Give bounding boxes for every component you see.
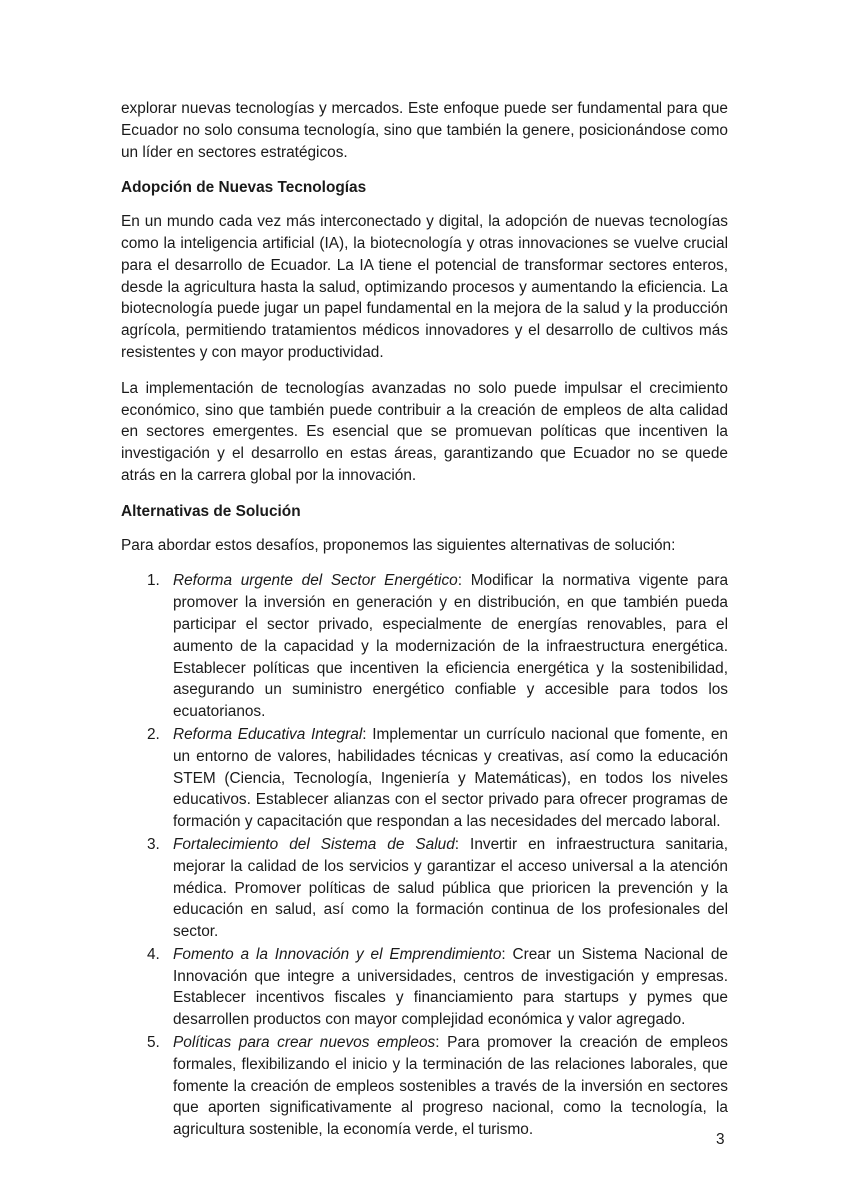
list-item-title: Fomento a la Innovación y el Emprendimiento bbox=[173, 945, 502, 963]
list-item-title: Reforma Educativa Integral bbox=[173, 725, 363, 743]
intro-paragraph: explorar nuevas tecnologías y mercados. Este enfoque puede ser fundamental para que Ecuador no solo consuma tecnología, sino que también la genere, posicionándose como un líder en sectores estratégicos. bbox=[121, 100, 728, 161]
list-item-number: 2. bbox=[147, 725, 160, 743]
list-item bbox=[121, 834, 728, 943]
list-item bbox=[121, 1032, 728, 1141]
list-item bbox=[121, 944, 728, 1031]
alternatives-intro: Para abordar estos desafíos, proponemos las siguientes alternativas de solución: bbox=[121, 536, 676, 554]
page-content bbox=[121, 98, 728, 1142]
section-heading-adoption: Adopción de Nuevas Tecnologías bbox=[121, 179, 367, 197]
list-item-title: Fortalecimiento del Sistema de Salud bbox=[173, 835, 455, 853]
list-item-text: : Para promover la creación de empleos formales, flexibilizando el inicio y la terminación de las relaciones laborales, que fomente la creación de empleos sostenibles a través de la inversión en sectores que aporten significativamente al progreso nacional, como la tecnología, la agricultura sostenible, la economía verde, el turismo. bbox=[173, 1034, 728, 1139]
list-item-number: 4. bbox=[147, 945, 160, 963]
adoption-paragraph-2: La implementación de tecnologías avanzadas no solo puede impulsar el crecimiento económico, sino que también puede contribuir a la creación de empleos de alta calidad en sectores emergentes. Es esencial que se promuevan políticas que incentiven la investigación y el desarrollo en estas áreas, garantizando que Ecuador no se quede atrás en la carrera global por la innovación. bbox=[121, 379, 728, 484]
list-item-title: Reforma urgente del Sector Energético bbox=[173, 572, 458, 590]
section-heading-alternatives: Alternativas de Solución bbox=[121, 502, 301, 520]
list-item-text: : Crear un Sistema Nacional de Innovación que integre a universidades, centros de investigación y empresas. Establecer incentivos fiscales y financiamiento para startups y pymes que desarrollen productos con mayor complejidad económica y valor agregado. bbox=[173, 945, 728, 1029]
page-number: 3 bbox=[716, 1131, 725, 1148]
alternatives-list bbox=[121, 570, 728, 1141]
list-item bbox=[121, 724, 728, 833]
list-item-title: Políticas para crear nuevos empleos bbox=[173, 1034, 436, 1052]
list-item-number: 3. bbox=[147, 835, 160, 853]
list-item-text: : Invertir en infraestructura sanitaria, mejorar la calidad de los servicios y garantizar el acceso universal a la atención médica. Promover políticas de salud pública que prioricen la prevención y la educación en salud, así como la formación continua de los profesionales del sector. bbox=[173, 835, 729, 941]
adoption-paragraph-1: En un mundo cada vez más interconectado y digital, la adopción de nuevas tecnologías como la inteligencia artificial (IA), la biotecnología y otras innovaciones se vuelve crucial para el desarrollo de Ecuador. La IA tiene el potencial de transformar sectores enteros, desde la agricultura hasta la salud, optimizando procesos y aumentando la eficiencia. La biotecnología puede jugar un papel fundamental en la mejora de la salud y la producción agrícola, permitiendo tratamientos médicos innovadores y el desarrollo de cultivos más resistentes y con mayor productividad. bbox=[121, 213, 728, 361]
list-item-number: 5. bbox=[147, 1034, 160, 1052]
list-item-text: : Implementar un currículo nacional que fomente, en un entorno de valores, habilidades técnicas y creativas, así como la educación STEM (Ciencia, Tecnología, Ingeniería y Matemáticas), en todos los niveles educativos. Establecer alianzas con el sector privado para ofrecer programas de formación y capacitación que respondan a las necesidades del mercado laboral. bbox=[173, 725, 728, 831]
list-item-text: : Modificar la normativa vigente para promover la inversión en generación y en distribución, en que también pueda participar el sector privado, especialmente de energías renovables, para el aumento de la capacidad y la modernización de la infraestructura energética. Establecer políticas que incentiven la eficiencia energética y la sostenibilidad, asegurando un suministro energético confiable y accesible para todos los ecuatorianos. bbox=[173, 572, 729, 721]
list-item-number: 1. bbox=[147, 572, 160, 590]
list-item bbox=[121, 570, 728, 723]
